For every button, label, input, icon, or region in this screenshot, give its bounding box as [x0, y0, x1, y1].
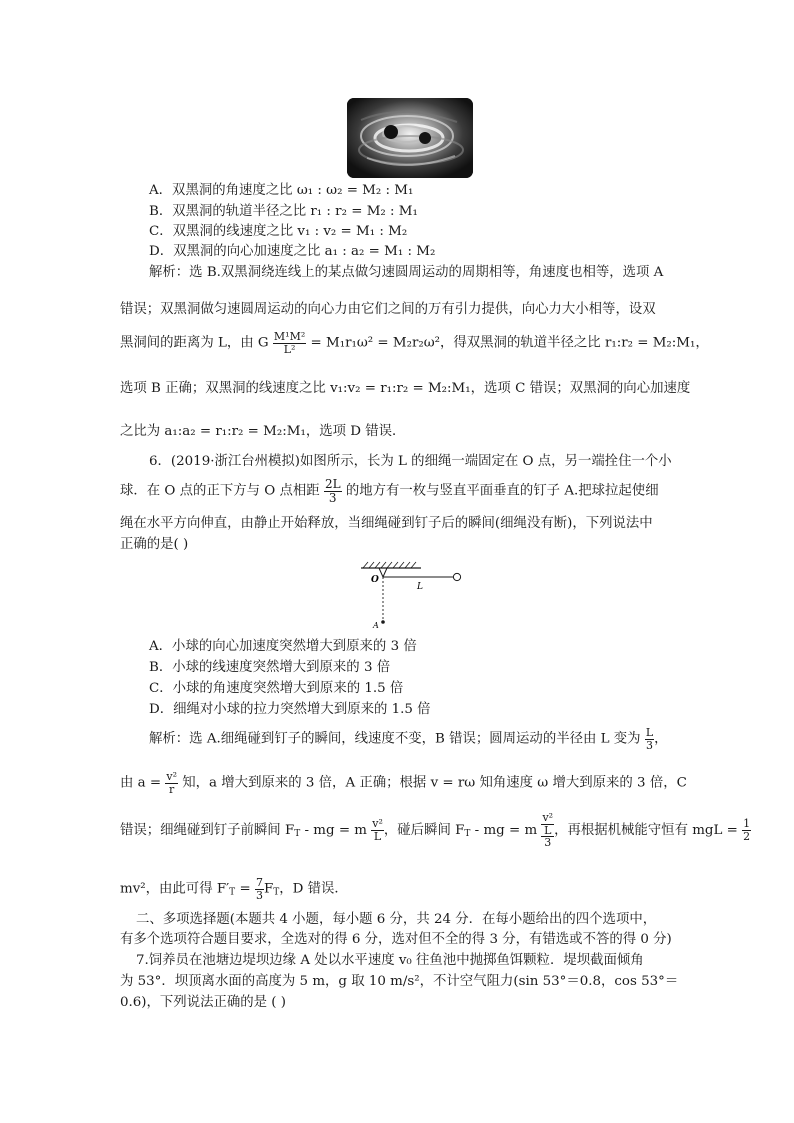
q5-analysis-line2: 错误；双黑洞做匀速圆周运动的向心力由它们之间的万有引力提供，向心力大小相等，设双: [120, 302, 656, 317]
q6-stem-line4: 正确的是( ): [120, 537, 189, 552]
q6-analysis-line3: 错误；细绳碰到钉子前瞬间 $F_T$ - mg = m $\frac{\text{v²}}{L}$ ，碰后瞬间 $F_T$ - mg = m v² L 3 ，再根据机械能守恒有 mgL = $\frac{1}{2}$: [120, 811, 751, 850]
q5-analysis-line4: 选项 B 正确；双黑洞的线速度之比 v₁:v₂ = r₁:r₂ = M₂:M₁，选项 C 错误；双黑洞的向心加速度: [120, 381, 691, 396]
ball: [453, 573, 460, 580]
q6-option-b: B．小球的线速度突然增大到原来的 3 倍: [149, 660, 391, 675]
label-a: A: [373, 621, 379, 630]
q6-option-d: D．细绳对小球的拉力突然增大到原来的 1.5 倍: [149, 702, 431, 717]
q5-gravity-fraction: $\frac{\text{M¹M²}}{\text{L²}}$: [273, 330, 306, 356]
q5-option-d: D．双黑洞的向心加速度之比 a₁ : a₂ = M₁ : M₂: [149, 244, 436, 259]
q6-stem-line1: 6．(2019·浙江台州模拟)如图所示，长为 L 的细绳一端固定在 O 点，另一端拴住一个小: [149, 454, 672, 469]
q5-option-b: B．双黑洞的轨道半径之比 r₁ : r₂ = M₂ : M₁: [149, 204, 418, 219]
q5-option-c: C．双黑洞的线速度之比 v₁ : v₂ = M₁ : M₂: [149, 224, 408, 239]
nail-a: [381, 620, 385, 624]
q6-option-c: C．小球的角速度突然增大到原来的 1.5 倍: [149, 681, 404, 696]
pendulum-diagram: [357, 558, 467, 630]
q6-distance-fraction: $\frac{2L}{3}$: [324, 477, 341, 505]
section2-heading-line1: 二、多项选择题(本题共 4 小题，每小题 6 分，共 24 分．在每小题给出的四个选项中，: [136, 912, 657, 927]
label-l: L: [417, 582, 423, 592]
q5-option-a: A．双黑洞的角速度之比 ω₁ : ω₂ = M₂ : M₁: [149, 183, 414, 198]
label-o: O: [371, 575, 379, 585]
q6-option-a: A．小球的向心加速度突然增大到原来的 3 倍: [149, 639, 417, 654]
q5-analysis-line3: 黑洞间的距离为 L，由 G $\frac{\text{M¹M²}}{\text{L²}}$ = M₁r₁ω² = M₂r₂ω²，得双黑洞的轨道半径之比 r₁:r₂ = M₂:M₁，: [120, 330, 709, 356]
q6-analysis-line2: 由 a = $\frac{\text{v²}}{r}$ 知，a 增大到原来的 3 倍，A 正确；根据 v = rω 知角速度 ω 增大到原来的 3 倍，C: [120, 770, 687, 796]
q6-stem-line3: 绳在水平方向伸直，由静止开始释放，当细绳碰到钉子后的瞬间(细绳没有断)，下列说法中: [120, 516, 653, 531]
q7-stem-line3: 0.6)，下列说法正确的是 ( ): [120, 995, 286, 1010]
q5-analysis-line5: 之比为 a₁:a₂ = r₁:r₂ = M₂:M₁，选项 D 错误．: [120, 424, 406, 439]
q5-analysis-line1: 解析：选 B.双黑洞绕连线上的某点做匀速圆周运动的周期相等，角速度也相等，选项 A: [149, 265, 664, 280]
q7-stem-line1: 7.饲养员在池塘边堤坝边缘 A 处以水平速度 v₀ 往鱼池中抛掷鱼饵颗粒．堤坝截面倾角: [136, 953, 644, 968]
pivot-support: [379, 568, 387, 577]
section2-heading-line2: 有多个选项符合题目要求，全选对的得 6 分，选对但不全的得 3 分，有错选或不答的得 0 分): [120, 932, 672, 947]
ceiling-hatch: [363, 562, 416, 568]
q6-analysis-line1: 解析：选 A.细绳碰到钉子的瞬间，线速度不变，B 错误；圆周运动的半径由 L 变为 $\frac{L}{3}$ ，: [149, 726, 668, 752]
black-hole-photo: [347, 98, 473, 178]
q6-stem-line2: 球．在 O 点的正下方与 O 点相距 $\frac{2L}{3}$ 的地方有一枚与竖直平面垂直的钉子 A.把球拉起使细: [120, 477, 659, 505]
q7-stem-line2: 为 53°．坝顶离水面的高度为 5 m，g 取 10 m/s²，不计空气阻力(sin 53°＝0.8，cos 53°＝: [120, 974, 679, 989]
q6-analysis-line4: mv²，由此可得 $F'_T$ = $\frac{7}{3}$ $F_T$，D 错误．: [120, 876, 348, 902]
